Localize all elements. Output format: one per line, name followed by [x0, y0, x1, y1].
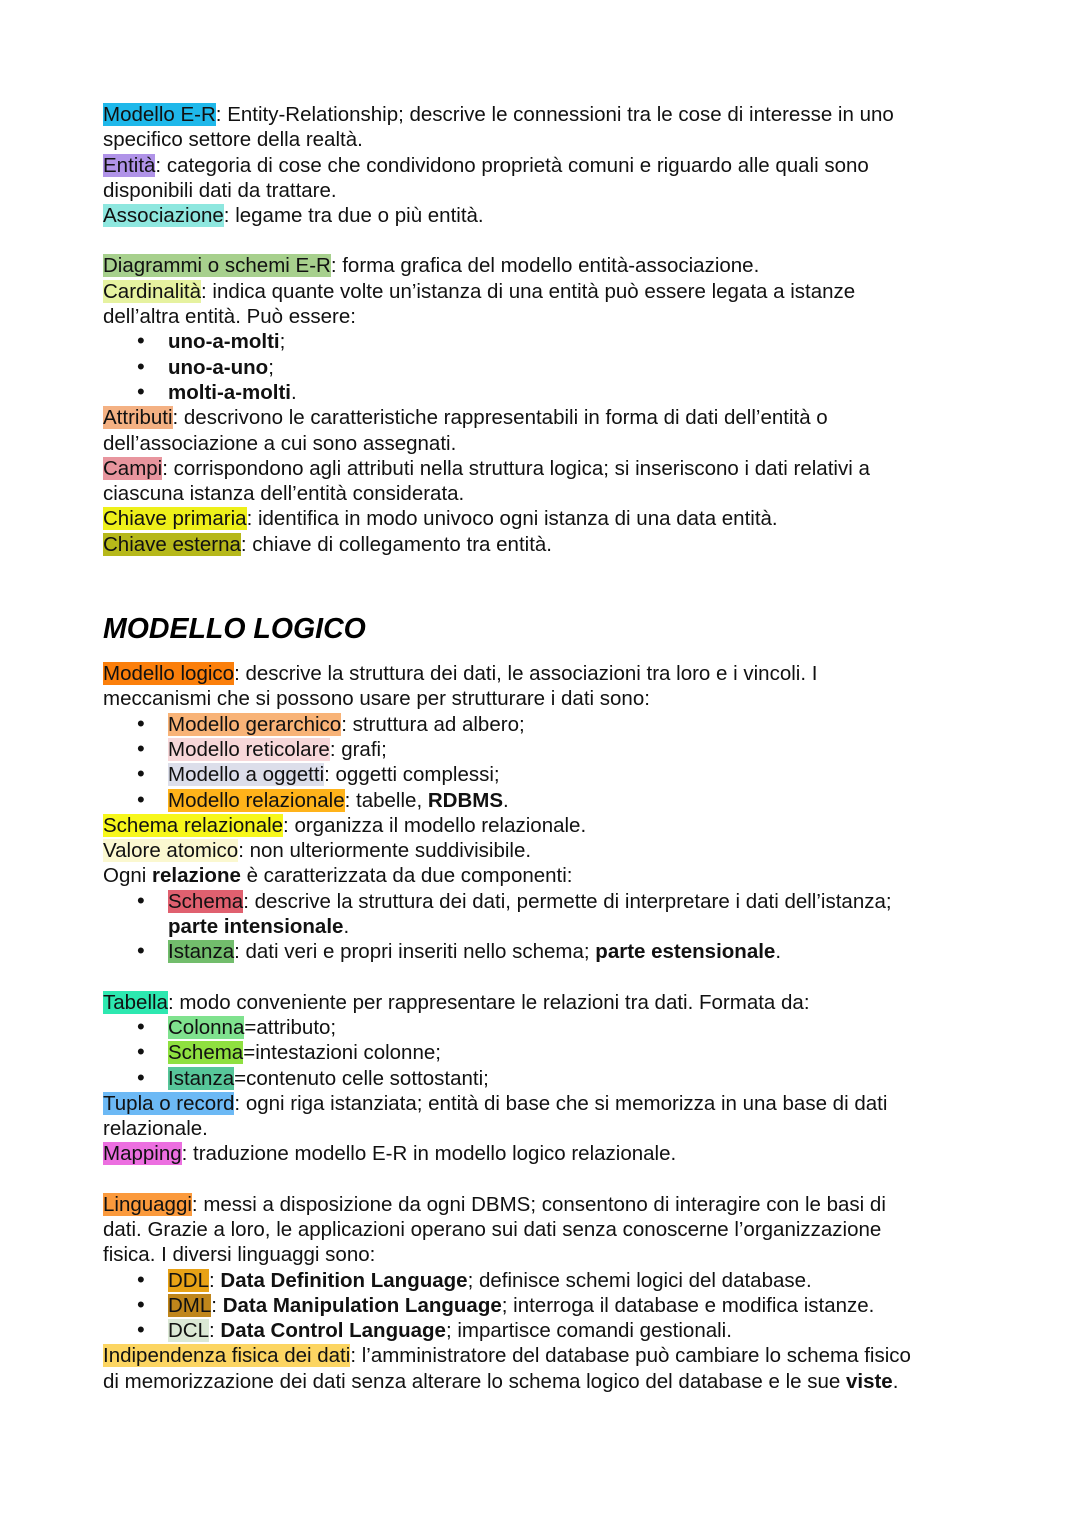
- list-item: • molti-a-molti.: [168, 380, 973, 405]
- highlight-term: Chiave esterna: [103, 532, 241, 556]
- highlight-term: Campi: [103, 456, 163, 480]
- list-item: • Modello reticolare: grafi;: [168, 737, 973, 762]
- definition-associazione: Associazione: legame tra due o più entità.: [103, 204, 484, 228]
- definition-diagrammi: Diagrammi o schemi E-R: forma grafica del modello entità-associazione.: [103, 254, 760, 278]
- list-item: • DCL: Data Control Language; impartisce comandi gestionali.: [168, 1318, 973, 1343]
- highlight-term: Chiave primaria: [103, 507, 247, 531]
- definition-entita: Entità: categoria di cose che condividono proprietà comuni e riguardo alle quali sono disponibili dati da trattare.: [103, 153, 869, 202]
- list-item: • Istanza=contenuto celle sottostanti;: [168, 1066, 973, 1091]
- spacer: [103, 228, 973, 253]
- list-item: • Schema: descrive la struttura dei dati, permette di interpretare i dati dell’istanza; parte intensionale.: [168, 889, 973, 940]
- definition-indipendenza: Indipendenza fisica dei dati: l’amministratore del database può cambiare lo schema fisico di memorizzazione dei dati senza alterare lo schema logico del database e le sue viste.: [103, 1344, 911, 1393]
- highlight-term: Modello E-R: [103, 103, 216, 126]
- highlight-term: Tupla o record: [103, 1091, 235, 1115]
- highlight-term: Cardinalità: [103, 279, 201, 303]
- languages-list: [103, 1268, 973, 1344]
- list-item: • Modello relazionale: tabelle, RDBMS.: [168, 788, 973, 813]
- definition-modello-er: Modello E-R: Entity-Relationship; descrive le connessioni tra le cose di interesse in uno specifico settore della realtà.: [103, 103, 894, 152]
- spacer: [103, 1167, 973, 1192]
- highlight-term: Mapping: [103, 1142, 182, 1166]
- definition-linguaggi: Linguaggi: messi a disposizione da ogni DBMS; consentono di interagire con le basi di dati. Grazie a loro, le applicazioni operano sui dati senza conoscerne l’organizzazione fisica. I diversi linguaggi sono:: [103, 1192, 886, 1267]
- section-title: MODELLO LOGICO: [103, 613, 366, 646]
- list-item: • uno-a-molti;: [168, 329, 973, 354]
- definition-valore-atomico: Valore atomico: non ulteriormente suddivisibile.: [103, 839, 532, 863]
- definition-mapping: Mapping: traduzione modello E-R in modello logico relazionale.: [103, 1142, 677, 1166]
- list-item: • Modello gerarchico: struttura ad albero;: [168, 712, 973, 737]
- document-page: [103, 102, 973, 1394]
- highlight-term: Valore atomico: [103, 839, 239, 863]
- definition-chiave-primaria: Chiave primaria: identifica in modo univoco ogni istanza di una data entità.: [103, 507, 778, 531]
- logical-models-list: [103, 712, 973, 813]
- highlight-term: Associazione: [103, 204, 224, 228]
- highlight-term: Indipendenza fisica dei dati: [103, 1344, 351, 1368]
- list-item: • DDL: Data Definition Language; definisce schemi logici del database.: [168, 1268, 973, 1293]
- definition-chiave-esterna: Chiave esterna: chiave di collegamento tra entità.: [103, 532, 552, 556]
- table-parts-list: [103, 1015, 973, 1091]
- highlight-term: Linguaggi: [103, 1192, 192, 1216]
- highlight-term: Attributi: [103, 406, 173, 430]
- definition-tabella: Tabella: modo conveniente per rappresentare le relazioni tra dati. Formata da:: [103, 990, 810, 1014]
- highlight-term: Diagrammi o schemi E-R: [103, 254, 331, 278]
- highlight-term: Modello logico: [103, 662, 235, 686]
- spacer: [103, 647, 973, 661]
- definition-cardinalita: Cardinalità: indica quante volte un’istanza di una entità può essere legata a istanze dell’altra entità. Può essere:: [103, 279, 856, 329]
- definition-modello-logico: Modello logico: descrive la struttura dei dati, le associazioni tra loro e i vincoli. I meccanismi che si possono usare per strutturare i dati sono:: [103, 662, 818, 711]
- list-item: • DML: Data Manipulation Language; interroga il database e modifica istanze.: [168, 1293, 973, 1318]
- definition-relazione: Ogni relazione è caratterizzata da due componenti:: [103, 864, 573, 888]
- list-item: • uno-a-uno;: [168, 355, 973, 380]
- highlight-term: Schema relazionale: [103, 813, 284, 837]
- list-item: • Schema=intestazioni colonne;: [168, 1040, 973, 1065]
- list-item: • Modello a oggetti: oggetti complessi;: [168, 762, 973, 787]
- definition-schema-relazionale: Schema relazionale: organizza il modello relazionale.: [103, 813, 587, 837]
- highlight-term: Entità: [103, 153, 156, 177]
- definition-campi: Campi: corrispondono agli attributi nella struttura logica; si inseriscono i dati relativi a ciascuna istanza dell’entità considerata.: [103, 456, 870, 506]
- cardinality-list: [103, 329, 973, 405]
- relation-components-list: [103, 889, 973, 965]
- spacer: [103, 965, 973, 990]
- list-item: • Istanza: dati veri e propri inseriti nello schema; parte estensionale.: [168, 939, 973, 964]
- definition-attributi: Attributi: descrivono le caratteristiche rappresentabili in forma di dati dell’entità o dell’associazione a cui sono assegnati.: [103, 406, 828, 455]
- list-item: • Colonna=attributo;: [168, 1015, 973, 1040]
- definition-tupla: Tupla o record: ogni riga istanziata; entità di base che si memorizza in una base di dati relazionale.: [103, 1091, 888, 1141]
- highlight-term: Tabella: [103, 990, 168, 1014]
- spacer: [103, 557, 973, 607]
